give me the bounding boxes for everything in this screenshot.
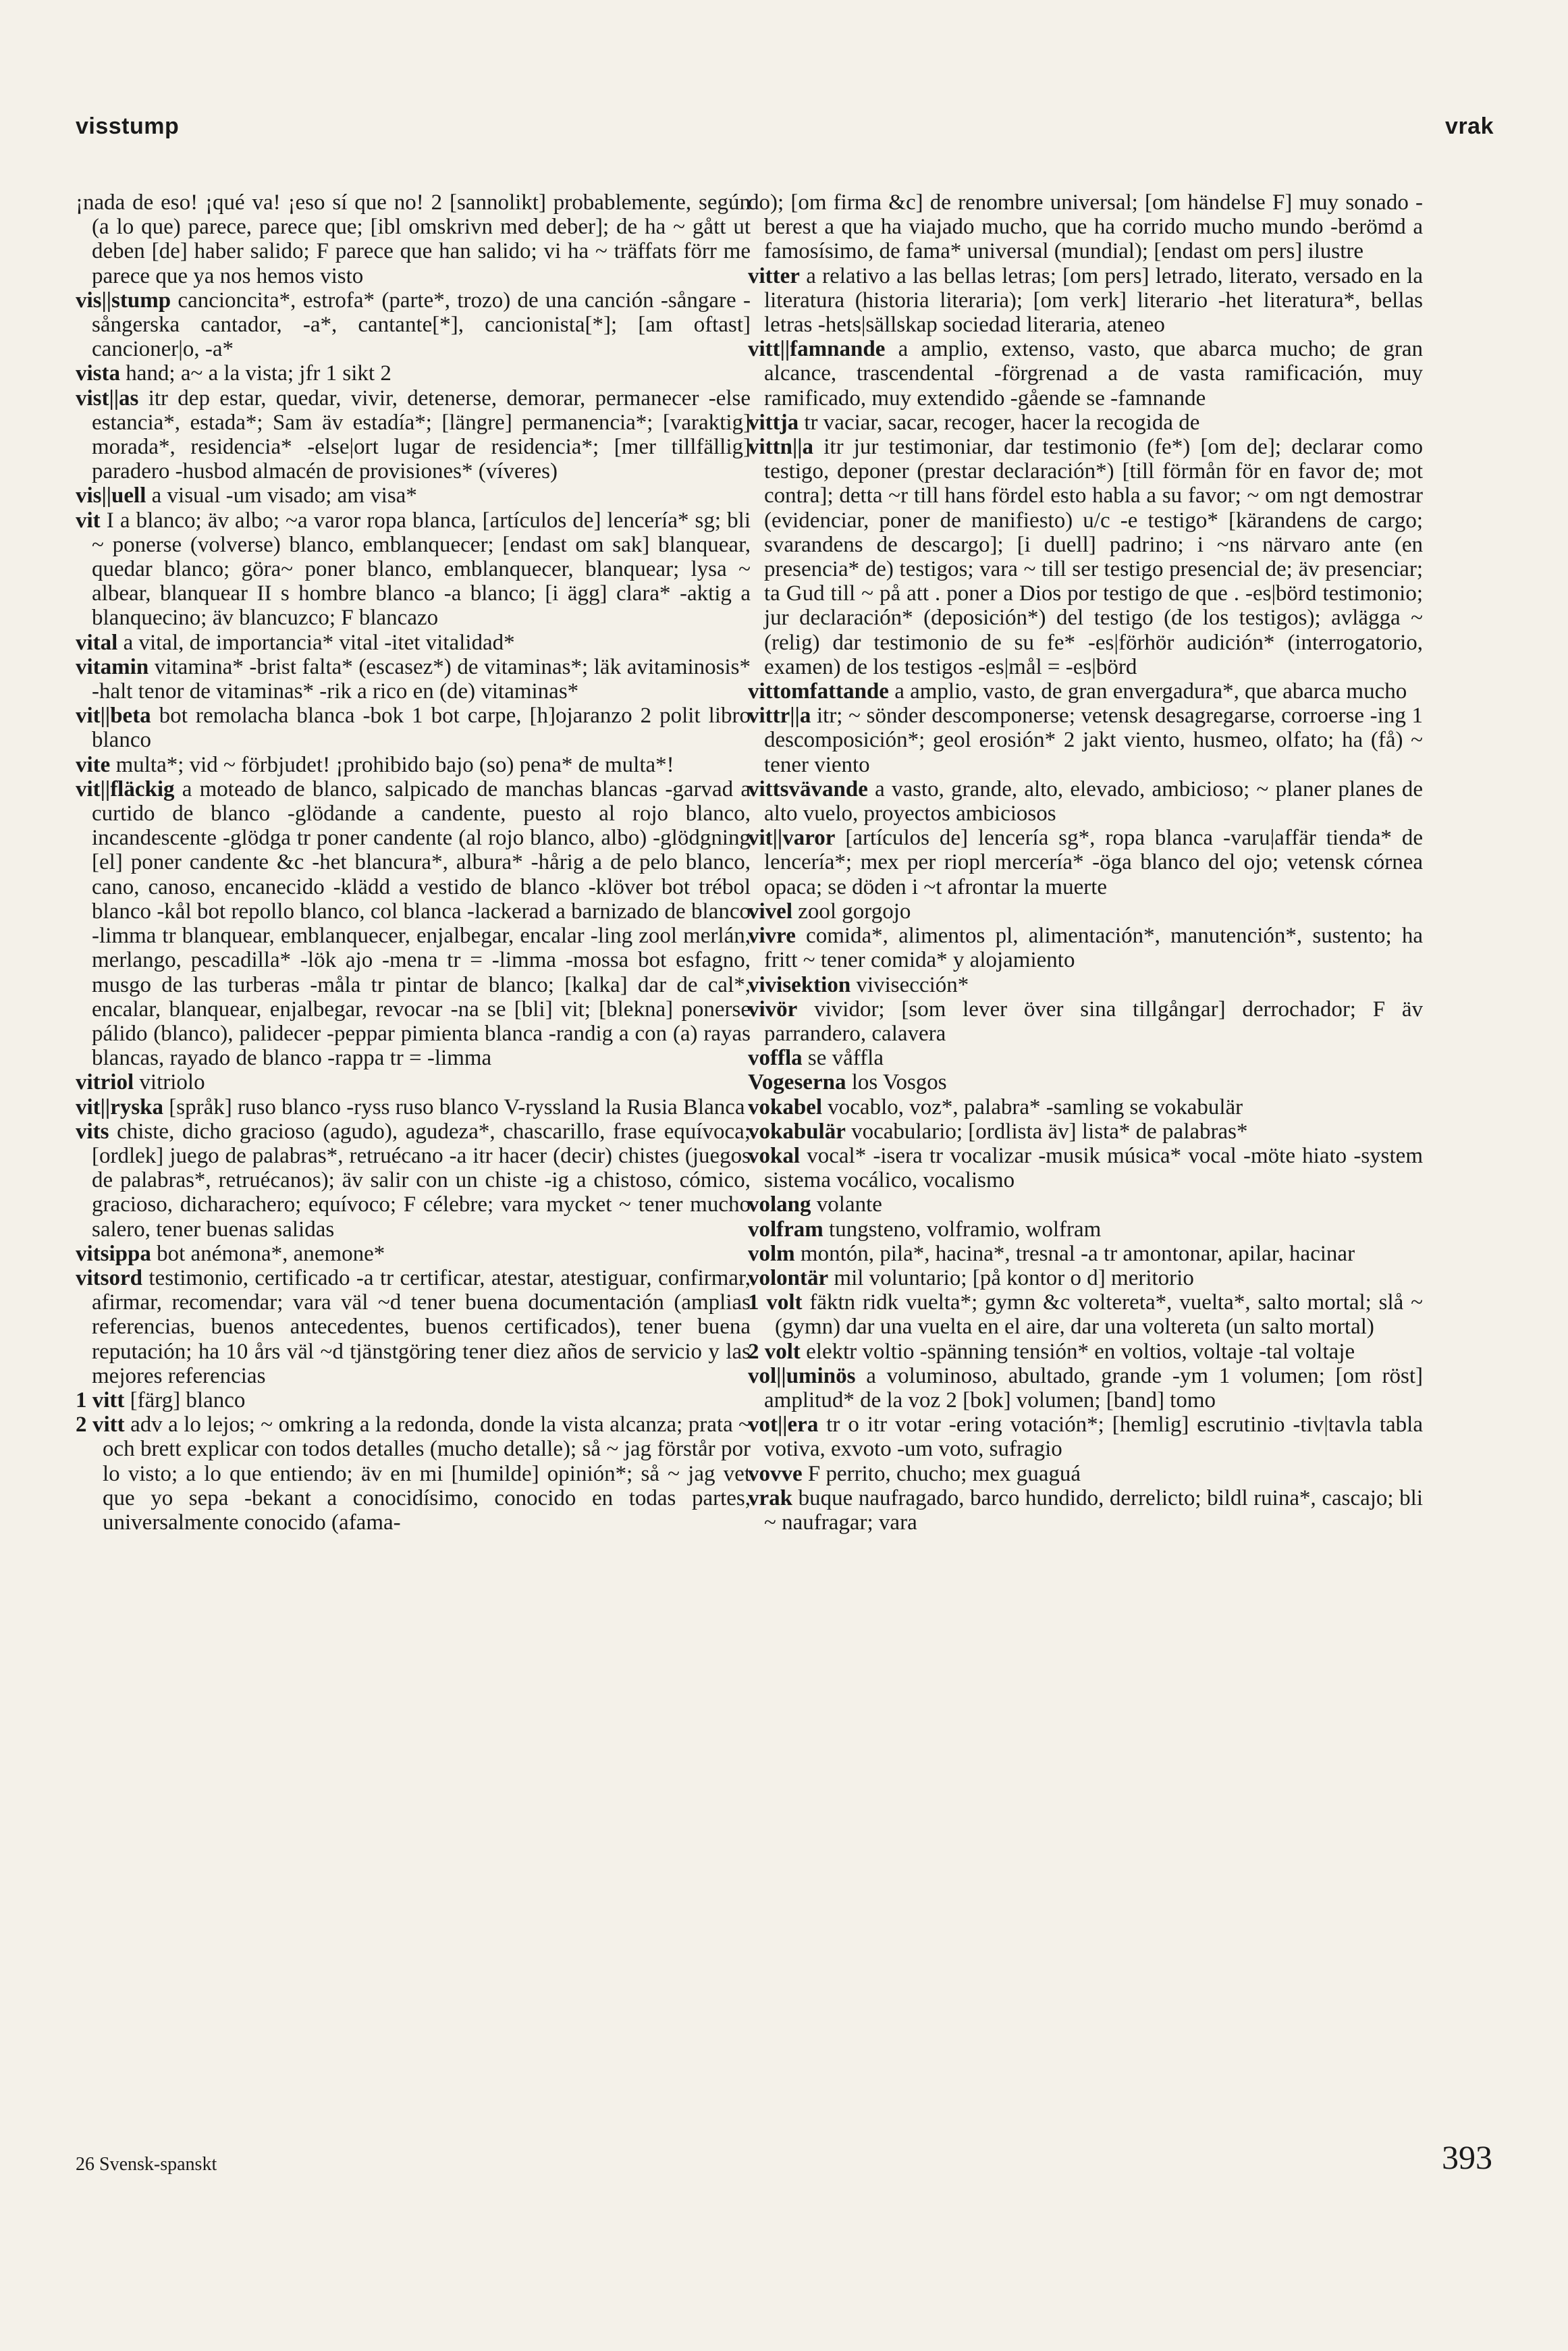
headword: vittn||a [748,435,814,460]
entry-definition: a amplio, vasto, de gran envergadura*, que abarca mucho [894,679,1407,704]
headword: vivisektion [748,972,851,997]
headword: vit||ryska [76,1094,164,1119]
dictionary-entry [76,508,751,631]
headword: vivör [748,997,798,1022]
dictionary-entry [748,899,1423,924]
entry-definition: tr o itr votar -ering votación*; [hemlig] escrutinio -tiv|tavla tabla votiva, exvoto -um voto, sufragio [764,1412,1423,1462]
entry-definition: tungsteno, volframio, wolfram [829,1217,1102,1242]
running-head-right: vrak [1445,113,1494,139]
headword: vite [76,752,111,777]
dictionary-entry [748,264,1423,338]
entry-definition: vocal* -isera tr vocalizar -musik música* vocal -möte hiato -system sistema vocálico, vocalismo [764,1143,1424,1193]
headword: vis||stump [76,288,171,313]
dictionary-entry [748,411,1423,435]
entry-definition: a vasto, grande, alto, elevado, ambicioso; ~ planer planes de alto vuelo, proyectos ambiciosos [764,776,1424,826]
dictionary-entry [748,1412,1423,1461]
headword: vitt [92,1412,125,1437]
headword: voffla [748,1046,803,1071]
dictionary-entry [748,1364,1423,1412]
entry-definition: [färg] blanco [130,1388,246,1412]
dictionary-entry [748,679,1423,704]
headword: vol||uminös [748,1363,856,1388]
dictionary-entry [748,1217,1423,1242]
dictionary-entry [748,1290,1423,1339]
headword: volang [748,1192,811,1217]
headword: vot||era [748,1412,819,1437]
dictionary-entry [748,973,1423,997]
headword: Vogeserna [748,1070,846,1095]
entry-definition: a moteado de blanco, salpicado de manchas blancas -garvad a curtido de blanco -glödande a candente, puesto al rojo blanco, incandescente -glödga tr poner candente (al rojo blanco, albo) -glödgning [el] poner candente &c -het blancura*, albura* -hårig a de pelo blanco, cano, canoso, encanecido -klädd a vestido de blanco -klöver bot trébol blanco -kål bot repollo blanco, col blanca -lackerad a barnizado de blanco -limma tr blanquear, emblanquecer, enjalbegar, encalar -ling zool merlán, merlango, pescadilla* -lök ajo -mena tr = -limma -mossa bot esfagno, musgo de las turberas -måla tr pintar de blanco; [kalka] dar de cal*, encalar, blanquear, enjalbegar, revocar -na se [bli] vit; [blekna] ponerse pálido (blanco), palidecer -peppar pimienta blanca -randig a con (a) rayas blancas, rayado de blanco -rappa tr = -limma [92,776,751,1071]
entry-definition: elektr voltio -spänning tensión* en voltios, voltaje -tal voltaje [806,1339,1355,1364]
running-head-left: visstump [76,113,180,139]
dictionary-entry [76,777,751,1070]
dictionary-entry [748,1266,1423,1290]
entry-definition: bot remolacha blanca -bok 1 bot carpe, [h]ojaranzo 2 polit libro blanco [92,704,751,753]
dictionary-entry [76,1266,751,1388]
page-number: 393 [1442,2138,1492,2176]
headword: vittja [748,410,799,435]
headword: vrak [748,1485,792,1510]
printer-signature: 26 Svensk-spanskt [76,2154,217,2175]
entry-definition: testimonio, certificado -a tr certificar, atestar, atestiguar, confirmar, afirmar, recomendar; vara väl ~d tener buena documentación (amplias referencias, buenos antecedentes, buenos certificados), tener buena reputación; ha 10 års väl ~d tjänstgöring tener diez años de servicio y las mejores referencias [92,1265,751,1388]
entry-definition: F perrito, chucho; mex guaguá [807,1461,1081,1486]
homograph-number: 1 [76,1388,87,1412]
dictionary-entry [76,190,751,288]
headword: vitsord [76,1265,142,1290]
entry-definition: fäktn ridk vuelta*; gymn &c voltereta*, vuelta*, salto mortal; slå ~ (gymn) dar una vuelta en el aire, dar una voltereta (un salto mortal) [775,1290,1424,1340]
headword: volfram [748,1217,823,1242]
headword: vitamin [76,654,149,679]
entry-definition: adv a lo lejos; ~ omkring a la redonda, donde la vista alcanza; prata ~ och brett explicar con todos detalles (mucho detalle); så ~ jag förstår por lo visto; a lo que entiendo; äv en mi [humilde] opinión*; så ~ jag vet que yo sepa -bekant a conocidísimo, conocido en todas partes, universalmente conocido (afama- [103,1412,751,1535]
dictionary-entry [748,337,1423,411]
dictionary-entry [76,386,751,484]
dictionary-entry [76,1388,751,1412]
homograph-number: 2 [76,1412,87,1437]
dictionary-entry [748,1462,1423,1486]
dictionary-entry [748,997,1423,1046]
entry-definition: cancioncita*, estrofa* (parte*, trozo) de una canción -sångare -sångerska cantador, -a*, cantante[*], cancionista[*]; [am oftast] cancioner|o, -a* [92,288,751,362]
dictionary-entry [76,1119,751,1242]
dictionary-entry [748,1070,1423,1094]
entry-definition: bot anémona*, anemone* [157,1241,385,1266]
dictionary-entry [76,1070,751,1094]
entry-definition: a relativo a las bellas letras; [om pers] letrado, literato, versado en la literatura (historia literaria); [om verk] literario -het literatura*, bellas letras -hets|sällskap sociedad literaria, ateneo [764,263,1423,338]
headword: vit||beta [76,704,151,729]
entry-definition: a voluminoso, abultado, grande -ym 1 volumen; [om röst] amplitud* de la voz 2 [bok] volumen; [band] tomo [764,1363,1424,1412]
headword: vivel [748,899,792,924]
entry-definition: chiste, dicho gracioso (agudo), agudeza*, chascarillo, frase equívoca; [ordlek] juego de palabras*, retruécano -a itr hacer (decir) chistes (juegos de palabras*, retruécanos); äv salir con un chiste -ig a chistoso, cómico, gracioso, dicharachero; equívoco; F célebre; vara mycket ~ tener mucho salero, tener buenas salidas [92,1119,751,1242]
headword: vittsvävande [748,776,868,801]
dictionary-entry [76,631,751,655]
dictionary-entry [748,190,1423,264]
entry-definition: vividor; [som lever över sina tillgångar] derrochador; F äv parrandero, calavera [764,997,1424,1046]
entry-definition: [artículos de] lencería sg*, ropa blanca -varu|affär tienda* de lencería*; mex per riopl mercería* -öga blanco del ojo; vetensk córnea opaca; se döden i ~t afrontar la muerte [764,826,1423,899]
entry-definition: [språk] ruso blanco -ryss ruso blanco V-ryssland la Rusia Blanca [169,1094,745,1119]
headword: vitriol [76,1070,134,1095]
entry-definition: a amplio, extenso, vasto, que abarca mucho; de gran alcance, trascendental -förgrenad a de vasta ramificación, muy ramificado, muy extendido -gående se -famnande [764,337,1423,411]
dictionary-entry [76,361,751,386]
dictionary-entry [748,1144,1423,1192]
homograph-number: 2 [748,1339,759,1364]
headword: vitt [92,1388,125,1412]
dictionary-entry [748,1192,1423,1217]
dictionary-entry [748,1242,1423,1266]
dictionary-entry [76,655,751,704]
dictionary-entry [76,483,751,508]
dictionary-entry [748,826,1423,899]
headword: vokabulär [748,1119,846,1144]
entry-definition: vivisección* [856,972,969,997]
entry-definition: montón, pila*, hacina*, tresnal -a tr amontonar, apilar, hacinar [800,1241,1355,1266]
dictionary-entry [76,1095,751,1119]
entry-definition: buque naufragado, barco hundido, derrelicto; bildl ruina*, cascajo; bli ~ naufragar; vara [764,1485,1424,1535]
dictionary-entry [748,924,1423,972]
dictionary-entry [748,1095,1423,1119]
dictionary-entry [748,1486,1423,1535]
headword: vokal [748,1143,801,1168]
dictionary-entry [748,1046,1423,1070]
entry-definition: I a blanco; äv albo; ~a varor ropa blanca, [artículos de] lencería* sg; bli ~ ponerse (volverse) blanco, emblanquecer; [endast om sak] blanquear, quedar blanco; göra~ poner blanco, emblanquecer, blanquear; lysa ~ albear, blanquear II s hombre blanco -a blanco; [i ägg] clara* -aktig a blanquecino; äv blancuzco; F blancazo [92,508,751,631]
entry-definition: itr jur testimoniar, dar testimonio (fe*) [om de]; declarar como testigo, deponer (prestar declaración*) [till förmån för en favor de; mot contra]; detta ~r till hans fördel esto habla a su favor; ~ om ngt demostrar (evidenciar, poner de manifiesto) u/c -e testigo* [kärandens de cargo; svarandens de descargo]; [i duell] padrino; i ~ns närvaro ante (en presencia* de) testigos; vara ~ till ser testigo presencial de; äv presenciar; ta Gud till ~ på att . poner a Dios por testigo de que . -es|börd testimonio; jur declaración* (deposición*) del testigo (de los testigos); avlägga ~ (relig) dar testimonio de su fe* -es|förhör audición* (interrogatorio, examen) de los testigos -es|mål = -es|börd [764,435,1423,679]
entry-definition: hand; a~ a la vista; jfr 1 sikt 2 [126,361,391,386]
entry-definition: ¡nada de eso! ¡qué va! ¡eso sí que no! 2 [sannolikt] probablemente, según (a lo que) parece, parece que; [ibl omskrivn med deber]; de ha ~ gått ut deben [de] haber salido; F parece que han salido; vi ha ~ träffats förr me parece que ya nos hemos visto [76,190,751,288]
entry-definition: itr dep estar, quedar, vivir, detenerse, demorar, permanecer -else estancia*, estada*; Sam äv estadía*; [längre] permanencia*; [varaktig] morada*, residencia* -else|ort lugar de residencia*; [mer tillfällig] paradero -husbod almacén de provisiones* (víveres) [92,386,751,484]
entry-definition: vocabulario; [ordlista äv] lista* de palabras* [851,1119,1248,1144]
entry-definition: zool gorgojo [798,899,911,924]
dictionary-entry [76,1412,751,1535]
headword: vivre [748,924,796,949]
headword: vitter [748,263,800,288]
entry-definition: mil voluntario; [på kontor o d] meritorio [834,1265,1194,1290]
entry-definition: a vital, de importancia* vital -itet vitalidad* [123,630,515,655]
headword: vit [76,508,101,533]
dictionary-entry [748,1340,1423,1364]
entry-definition: vitamina* -brist falta* (escasez*) de vitaminas*; läk avitaminosis* -halt tenor de vitaminas* -rik a rico en (de) vitaminas* [92,654,751,704]
dictionary-entry [748,777,1423,826]
headword: vit||varor [748,826,836,851]
headword: vista [76,361,120,386]
entry-definition: vocablo, voz*, palabra* -samling se vokabulär [828,1094,1243,1119]
headword: vist||as [76,386,139,411]
homograph-number: 1 [748,1290,759,1315]
entry-definition: itr; ~ sönder descomponerse; vetensk desagregarse, corroerse -ing 1 descomposición*; geol erosión* 2 jakt viento, husmeo, olfato; ha (få) ~ tener viento [764,704,1423,777]
headword: vit||fläckig [76,776,175,801]
headword: vovve [748,1461,803,1486]
right-column [748,190,1423,1535]
left-column [76,190,751,1535]
entry-definition: tr vaciar, sacar, recoger, hacer la recogida de [804,410,1200,435]
headword: volm [748,1241,795,1266]
headword: vitsippa [76,1241,151,1266]
headword: vitt||famnande [748,337,886,362]
entry-definition: vitriolo [139,1070,205,1095]
dictionary-entry [748,435,1423,679]
headword: vittr||a [748,704,811,729]
headword: volontär [748,1265,829,1290]
dictionary-entry [76,288,751,362]
entry-definition: se våffla [807,1046,884,1071]
entry-definition: do); [om firma &c] de renombre universal; [om händelse F] muy sonado -berest a que ha viajado mucho, que ha corrido mucho mundo -berömd a famosísimo, de fama* universal (mundial); [endast om pers] ilustre [748,190,1423,264]
headword: vital [76,630,118,655]
headword: vis||uell [76,483,146,508]
headword: volt [764,1339,801,1364]
dictionary-entry [76,753,751,777]
headword: vittomfattande [748,679,889,704]
dictionary-entry [76,1242,751,1266]
dictionary-entry [76,704,751,752]
dictionary-entry [748,1119,1423,1144]
dictionary-entry [748,704,1423,777]
headword: volt [766,1290,803,1315]
entry-definition: volante [816,1192,882,1217]
entry-definition: a visual -um visado; am visa* [151,483,417,508]
headword: vokabel [748,1094,823,1119]
headword: vits [76,1119,109,1144]
entry-definition: los Vosgos [851,1070,947,1095]
entry-definition: comida*, alimentos pl, alimentación*, manutención*, sustento; ha fritt ~ tener comida* y alojamiento [764,924,1423,973]
entry-definition: multa*; vid ~ förbjudet! ¡prohibido bajo (so) pena* de multa*! [115,752,674,777]
